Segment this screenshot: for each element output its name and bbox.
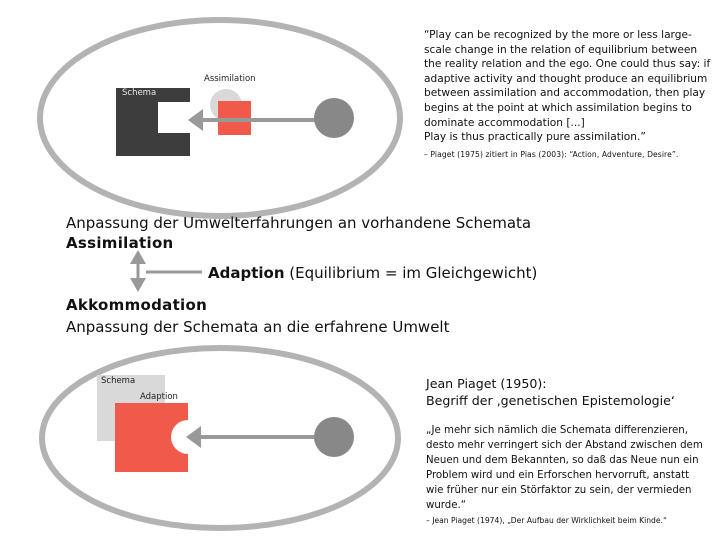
- adaption-arrow-head: [186, 426, 201, 448]
- piaget-title-line: Begriff der ‚genetischen Epistemologie‘: [426, 393, 675, 408]
- quote-line: Play is thus practically pure assimilation.”: [424, 131, 646, 144]
- quote-line: adaptive activity and thought produce an equilibrium: [424, 72, 708, 85]
- equilibrium-note: (Equilibrium = im Gleichgewicht): [284, 264, 538, 282]
- arrow-down-head: [130, 278, 146, 292]
- piaget-quote: [426, 423, 716, 528]
- quote-source: – Piaget (1975) zitiert in Pias (2003): “Action, Adventure, Desire”.: [424, 149, 679, 159]
- environment-circle-bottom: [314, 417, 354, 457]
- quote-line: “Play can be recognized by the more or less large-: [424, 29, 692, 41]
- schema-block-top: [116, 88, 190, 156]
- quote-line: the reality relation and the ego. One could thus say: if: [424, 58, 711, 71]
- assimilation-arrow-head: [188, 109, 203, 131]
- piaget-quote-line: wurde.“: [426, 500, 467, 511]
- piaget-quote-line: „Je mehr sich nämlich die Schemata differenzieren,: [426, 425, 688, 436]
- quote-line: dominate accommodation [...]: [424, 116, 585, 129]
- adaption-heading: Adaption: [208, 264, 285, 282]
- assimilation-heading: Assimilation: [66, 234, 174, 252]
- assimilation-description: Anpassung der Umwelterfahrungen an vorhandene Schemata: [66, 214, 532, 232]
- quote-line: between assimilation and accommodation, then play: [424, 87, 706, 100]
- schema-label-top: Schema: [122, 88, 157, 98]
- piaget-quote-line: wie früher nur ein Störfaktor zu sein, der vermieden: [426, 485, 692, 496]
- piaget-quote-source: – Jean Piaget (1974), „Der Aufbau der Wirklichkeit beim Kinde.“: [426, 516, 667, 525]
- quote-line: scale change in the relation of equilibrium between: [424, 43, 698, 56]
- akkommodation-heading: Akkommodation: [66, 296, 208, 314]
- piaget-quote-line: Problem wird und ein Erforschen hervorruft, anstatt: [426, 470, 690, 481]
- play-quote: [424, 28, 716, 162]
- adaption-line: [208, 264, 537, 282]
- akkommodation-description: Anpassung der Schemata an die erfahrene Umwelt: [66, 318, 450, 336]
- adaption-label: Adaption: [140, 392, 178, 402]
- piaget-reference: [426, 375, 675, 409]
- assimilation-label: Assimilation: [204, 74, 256, 84]
- arrow-up-head: [130, 250, 146, 264]
- environment-circle-top: [314, 98, 354, 138]
- piaget-quote-line: desto mehr verringert sich der Abstand zwischen dem: [426, 440, 703, 451]
- quote-line: begins at the point at which assimilation begins to: [424, 101, 692, 114]
- schema-label-bottom: Schema: [101, 376, 136, 386]
- piaget-quote-line: Neuen und dem Bekannten, so daß das Neue nun ein: [426, 455, 699, 466]
- adapted-schema-block: [115, 403, 188, 472]
- piaget-title-line: Jean Piaget (1950):: [426, 376, 547, 391]
